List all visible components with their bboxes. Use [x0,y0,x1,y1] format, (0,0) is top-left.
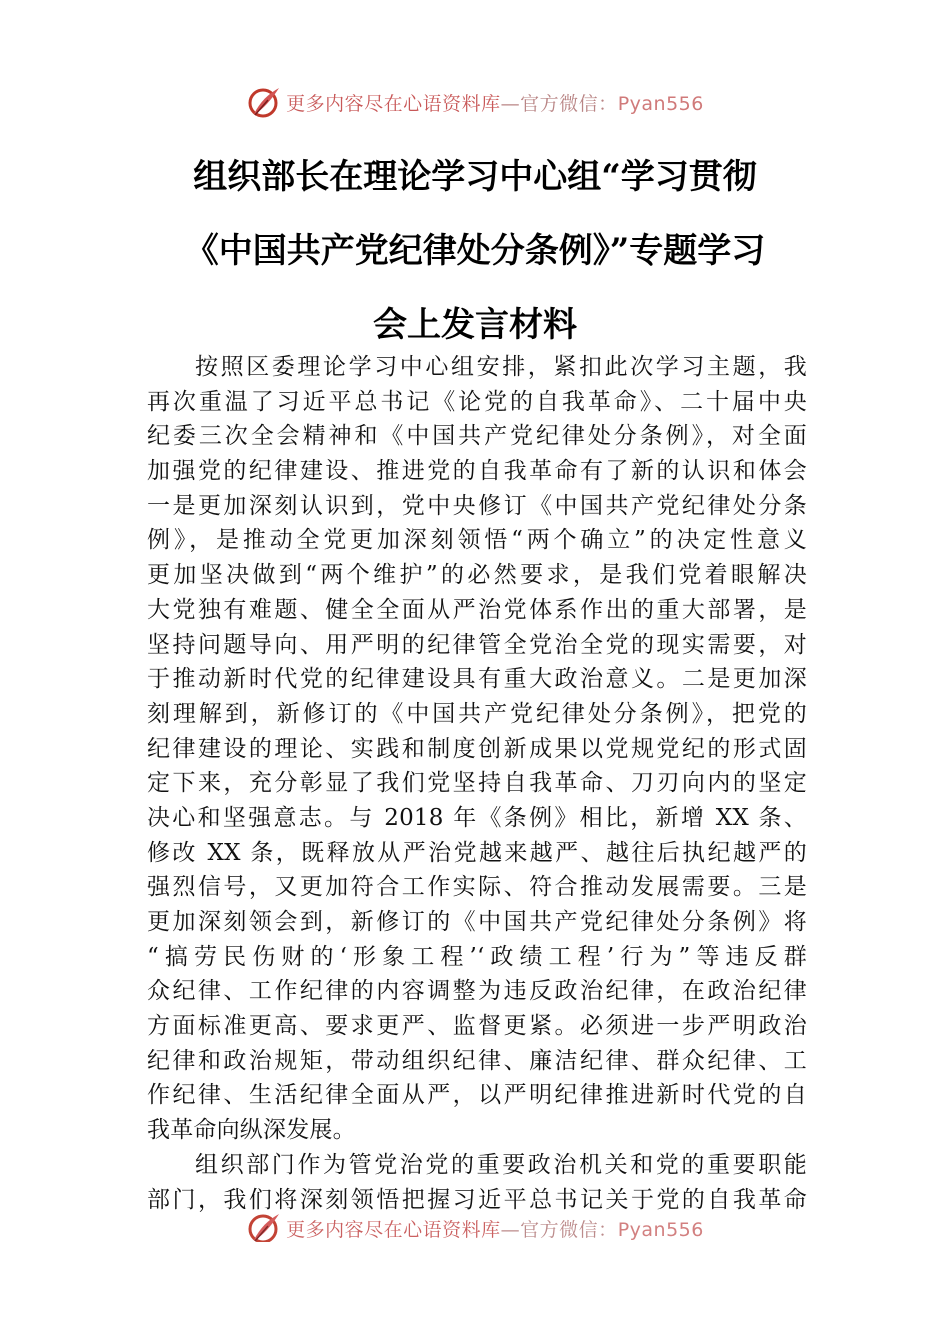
banner-wechat-id: Pyan556 [617,1218,704,1241]
banner-site-text: 更多内容尽在心语资料库 [286,1218,501,1241]
body-line: 我革命向纵深发展。 [147,1117,356,1144]
body-line: 于推动新时代党的纪律建设具有重大政治意义。二是更加深 [147,666,807,693]
body-line: 决心和坚强意志。与 2018 年《条例》相比，新增 XX 条、 [147,804,807,831]
body-line: 方面标准更高、要求更严、监督更紧。必须进一步严明政治 [147,1013,807,1040]
body-line: “搞劳民伤财的‘形象工程’‘政绩工程’行为”等违反群 [147,943,807,970]
body-line: 众纪律、工作纪律的内容调整为违反政治纪律，在政治纪律 [147,978,807,1005]
body-line: 纪律和政治规矩，带动组织纪律、廉洁纪律、群众纪律、工 [147,1047,807,1074]
body-line: 组织部门作为管党治党的重要政治机关和党的重要职能 [195,1151,807,1178]
body-line: 作纪律、生活纪律全面从严，以严明纪律推进新时代党的自 [147,1082,807,1109]
body-line: 例》，是推动全党更加深刻领悟“两个确立”的决定性意义 [147,527,807,554]
body-line: 修改 XX 条，既释放从严治党越来越严、越往后执纪越严的 [147,839,807,866]
body-line: 再次重温了习近平总书记《论党的自我革命》、二十届中央 [147,388,807,415]
document-title [120,140,830,362]
title-line: 会上发言材料 [373,305,577,345]
body-line: 定下来，充分彰显了我们党坚持自我革命、刀刃向内的坚定 [147,770,807,797]
body-line: 坚持问题导向、用严明的纪律管全党治全党的现实需要，对 [147,631,807,658]
watermark-banner-bottom [0,1202,950,1242]
document-body [147,350,807,1217]
body-line: 一是更加深刻认识到，党中央修订《中国共产党纪律处分条 [147,492,807,519]
body-line: 按照区委理论学习中心组安排，紧扣此次学习主题，我 [195,354,807,380]
body-line: 纪律建设的理论、实践和制度创新成果以党规党纪的形式固 [147,735,807,762]
banner-wechat-id: Pyan556 [617,92,704,115]
body-line: 纪委三次全会精神和《中国共产党纪律处分条例》，对全面 [147,423,807,450]
banner-site-text: 更多内容尽在心语资料库 [286,92,501,115]
body-line: 刻理解到，新修订的《中国共产党纪律处分条例》，把党的 [147,700,807,727]
body-line: 更加深刻领会到，新修订的《中国共产党纪律处分条例》将 [147,909,807,935]
banner-wechat-text: —官方微信： [500,1218,618,1241]
banner-wechat-text: —官方微信： [500,92,618,115]
title-line: 《中国共产党纪律处分条例》”专题学习 [184,231,766,271]
body-line: 部门，我们将深刻领悟把握习近平总书记关于党的自我革命 [147,1186,807,1213]
body-line: 强烈信号，又更加符合工作实际、符合推动发展需要。三是 [147,874,807,901]
title-line: 组织部长在理论学习中心组“学习贯彻 [193,157,757,197]
quill-logo-icon [246,84,282,120]
body-line: 更加坚决做到“两个维护”的必然要求，是我们党着眼解决 [147,562,807,589]
body-line: 大党独有难题、健全全面从严治党体系作出的重大部署，是 [147,596,807,623]
body-line: 加强党的纪律建设、推进党的自我革命有了新的认识和体会 [147,458,807,485]
watermark-banner-top [0,82,950,122]
quill-logo-icon [246,1210,282,1242]
